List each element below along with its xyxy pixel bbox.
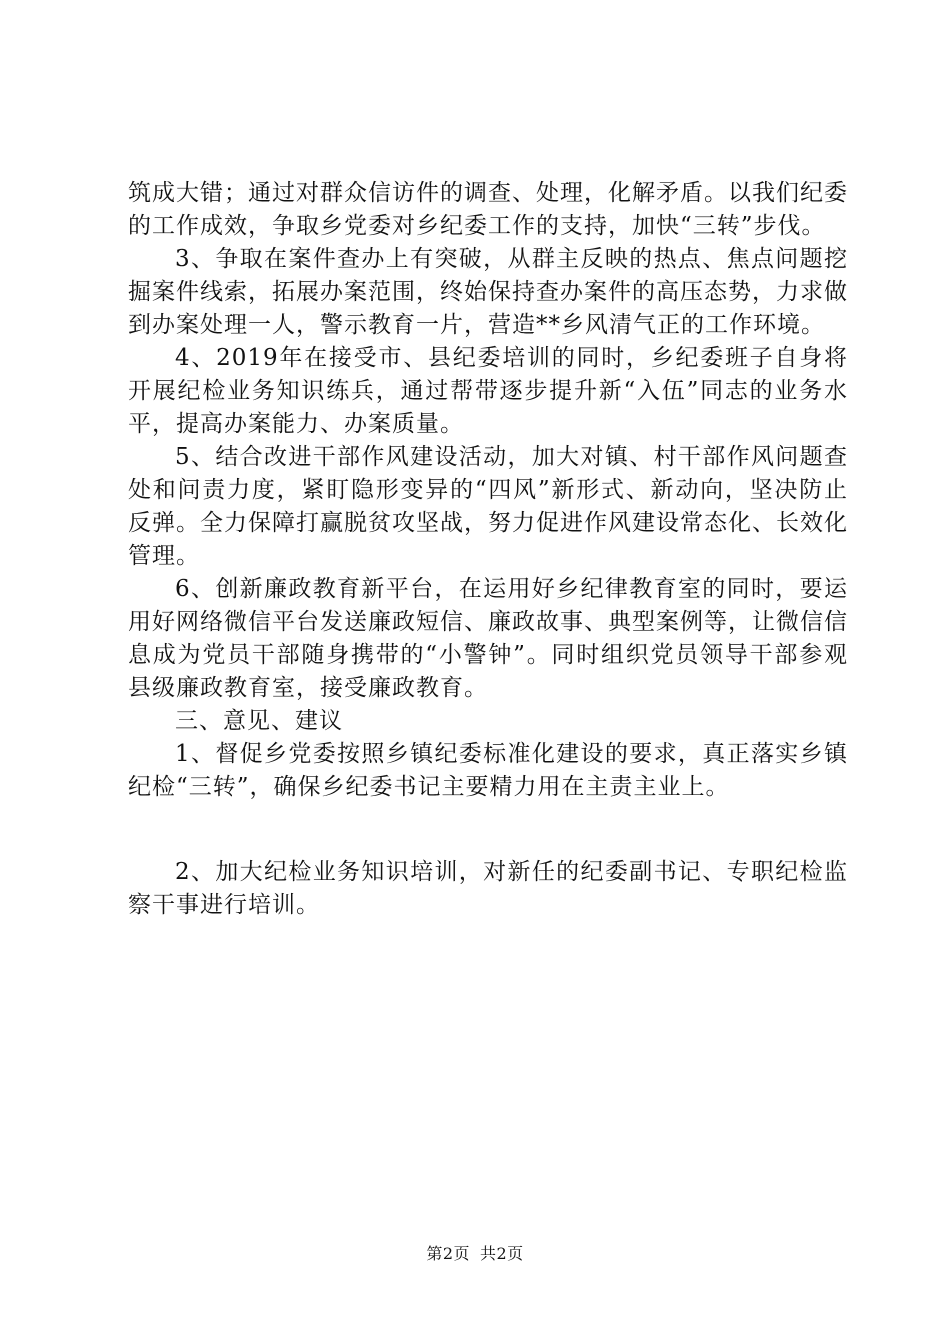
paragraph-continuation: 筑成大错；通过对群众信访件的调查、处理，化解矛盾。以我们纪委的工作成效，争取乡党委对乡纪委工作的支持，加快“三转”步伐。: [128, 180, 848, 239]
suggestion-item-1: 1、督促乡党委按照乡镇纪委标准化建设的要求，真正落实乡镇纪检“三转”，确保乡纪委书记主要精力用在主责主业上。: [128, 741, 848, 800]
page-footer: [0, 1244, 950, 1264]
paragraph-item-5: 5、结合改进干部作风建设活动，加大对镇、村干部作风问题查处和问责力度，紧盯隐形变异的“四风”新形式、新动向，坚决防止反弹。全力保障打赢脱贫攻坚战，努力促进作风建设常态化、长效化管理。: [128, 444, 848, 569]
page-number: 第2页: [426, 1244, 470, 1263]
section-heading: 三、意见、建议: [175, 708, 343, 734]
paragraph-item-4: 4、2019年在接受市、县纪委培训的同时，乡纪委班子自身将开展纪检业务知识练兵，通过帮带逐步提升新“入伍”同志的业务水平，提高办案能力、办案质量。: [128, 345, 848, 437]
paragraph-item-6: 6、创新廉政教育新平台，在运用好乡纪律教育室的同时，要运用好网络微信平台发送廉政短信、廉政故事、典型案例等，让微信信息成为党员干部随身携带的“小警钟”。同时组织党员领导干部参观县级廉政教育室，接受廉政教育。: [128, 576, 848, 701]
paragraph-item-3: 3、争取在案件查办上有突破，从群主反映的热点、焦点问题挖掘案件线索，拓展办案范围，终始保持查办案件的高压态势，力求做到办案处理一人，警示教育一片，营造**乡风清气正的工作环境。: [128, 246, 848, 338]
suggestion-item-2: 2、加大纪检业务知识培训，对新任的纪委副书记、专职纪检监察干事进行培训。: [128, 859, 848, 918]
document-body: [128, 177, 848, 922]
page-total: 共2页: [480, 1244, 524, 1263]
